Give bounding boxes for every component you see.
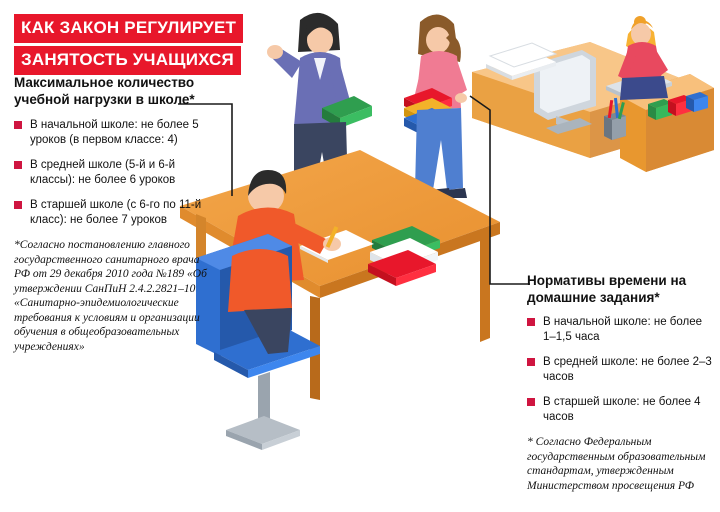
bullet-square-icon: [14, 201, 22, 209]
list-item-text: В начальной школе: не более 5 уроков (в первом классе: 4): [30, 119, 199, 146]
list-item: [14, 198, 214, 227]
bullet-square-icon: [527, 398, 535, 406]
title-line-1: КАК ЗАКОН РЕГУЛИРУЕТ: [14, 14, 243, 43]
title-line-2: ЗАНЯТОСТЬ УЧАЩИХСЯ: [14, 46, 241, 75]
list-item: [527, 315, 712, 344]
page-title: [14, 14, 274, 78]
list-item: [14, 118, 214, 147]
list-item-text: В начальной школе: не более 1–1,5 часа: [543, 316, 703, 343]
left-block-footnote: *Согласно постановлению главного государственного санитарного врача РФ от 29 декабря 2010 года №189 «Об утверждении СанПиН 2.4.2.2821–10 «Санитарно-эпидемиологические требования к условиям и организации обучения в общеобразовательных учреждениях»: [14, 239, 207, 353]
bullet-square-icon: [14, 161, 22, 169]
left-block-heading: Максимальное количество учебной нагрузки в школе*: [14, 75, 195, 107]
bullet-square-icon: [14, 121, 22, 129]
bullet-square-icon: [527, 318, 535, 326]
list-item-text: В старшей школе: не более 4 часов: [543, 396, 701, 423]
right-block-footnote: * Согласно Федеральным государственным образовательным стандартам, утвержденным Министерством просвещения РФ: [527, 436, 706, 492]
list-item: [527, 355, 712, 384]
left-block: [14, 74, 214, 354]
bullet-square-icon: [527, 358, 535, 366]
list-item-text: В средней школе (5-й и 6-й классы): не более 6 уроков: [30, 159, 176, 186]
list-item: [14, 158, 214, 187]
list-item-text: В старшей школе (с 6-го по 11-й класс): не более 7 уроков: [30, 199, 202, 226]
list-item-text: В средней школе: не более 2–3 часов: [543, 356, 712, 383]
list-item: [527, 395, 712, 424]
right-block: [527, 272, 712, 493]
right-block-heading: Нормативы времени на домашние задания*: [527, 273, 687, 305]
